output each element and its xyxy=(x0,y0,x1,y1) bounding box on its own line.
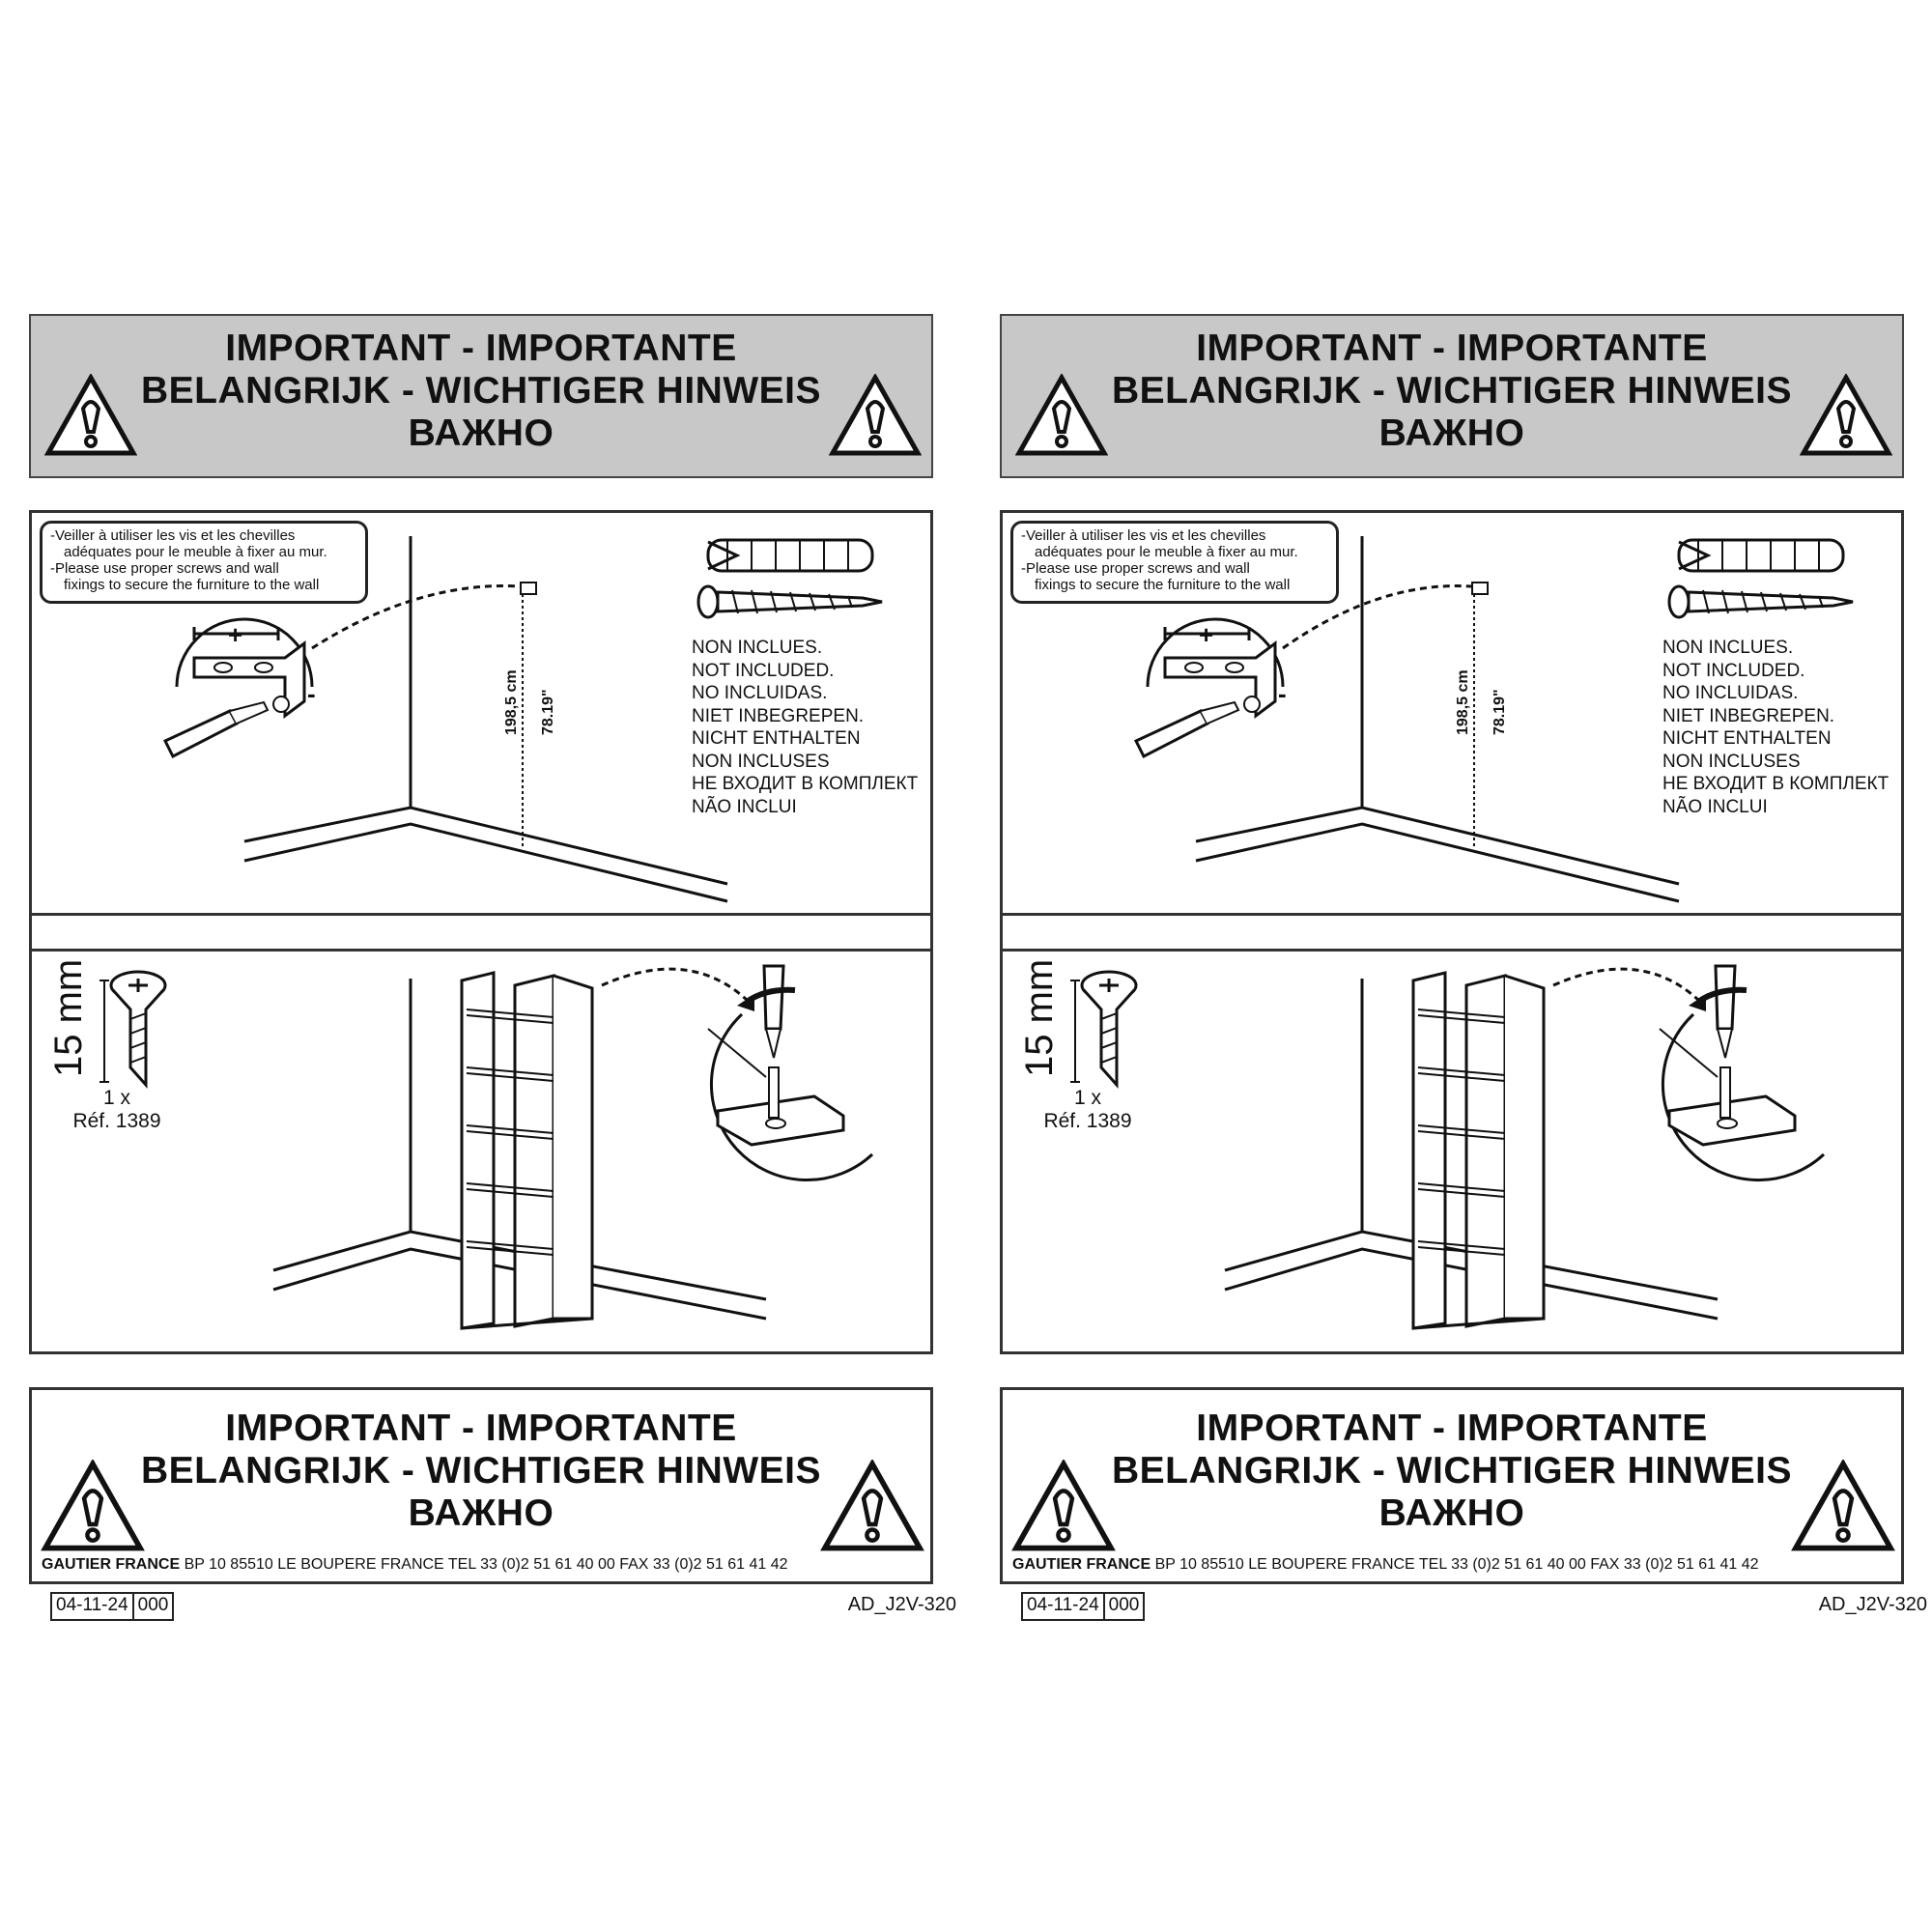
shelf-fixing-panel xyxy=(29,949,933,1354)
footer-title-3: ВАЖНО xyxy=(408,1492,554,1534)
screw-qty: 1 x xyxy=(102,1087,130,1109)
header-title-2: BELANGRIJK - WICHTIGER HINWEIS xyxy=(1112,370,1792,412)
not-included-item: NÃO INCLUI xyxy=(1662,796,1768,817)
note-fr-1: -Veiller à utiliser les vis et les chevilles xyxy=(50,527,296,544)
bracket-minus-label: - xyxy=(307,679,316,708)
screw-ref: Réf. 1389 xyxy=(72,1110,161,1132)
company-address xyxy=(42,1556,788,1574)
wall-plug-icon xyxy=(1679,540,1843,571)
note-fr-1: -Veiller à utiliser les vis et les chevilles xyxy=(1021,527,1266,544)
screw-length: 15 mm xyxy=(1018,958,1061,1077)
not-included-item: NON INCLUSES xyxy=(692,751,830,772)
not-included-item: NOT INCLUDED. xyxy=(1662,660,1805,681)
wall-fixing-panel xyxy=(1000,510,1904,916)
footer-title-3: ВАЖНО xyxy=(1378,1492,1525,1534)
header-title-1: IMPORTANT - IMPORTANTE xyxy=(225,327,737,369)
company-name: GAUTIER FRANCE xyxy=(1012,1556,1151,1573)
note-en-1: -Please use proper screws and wall xyxy=(1021,560,1250,577)
screw-icon xyxy=(698,586,882,617)
footer-title-2: BELANGRIJK - WICHTIGER HINWEIS xyxy=(141,1450,821,1492)
header-title-2: BELANGRIJK - WICHTIGER HINWEIS xyxy=(141,370,821,412)
screw-qty: 1 x xyxy=(1073,1087,1101,1109)
left-page xyxy=(29,0,956,1932)
note-en-2: fixings to secure the furniture to the wall xyxy=(1035,577,1291,593)
important-footer xyxy=(1000,1387,1904,1584)
not-included-item: NON INCLUES. xyxy=(692,638,823,658)
panel-separator xyxy=(29,916,933,949)
wall-fixing-panel xyxy=(29,510,933,916)
footer-title-1: IMPORTANT - IMPORTANTE xyxy=(1196,1407,1708,1449)
note-en-1: -Please use proper screws and wall xyxy=(50,560,279,577)
not-included-item: NICHT ENTHALTEN xyxy=(692,728,861,749)
header-title-3: ВАЖНО xyxy=(408,412,554,454)
panel-separator xyxy=(1000,916,1904,949)
company-name: GAUTIER FRANCE xyxy=(42,1556,181,1573)
warning-triangle-icon xyxy=(819,1460,925,1552)
screw-quantity xyxy=(1030,1087,1146,1133)
header-title-1: IMPORTANT - IMPORTANTE xyxy=(1196,327,1708,369)
not-included-item: НЕ ВХОДИТ В КОМПЛЕКТ xyxy=(1662,774,1889,794)
screw-icon xyxy=(1070,972,1136,1085)
not-included-item: NO INCLUIDAS. xyxy=(1662,683,1799,703)
important-header xyxy=(1000,314,1904,478)
warning-triangle-icon xyxy=(1800,374,1892,457)
important-header xyxy=(29,314,933,478)
revision-date xyxy=(1021,1592,1145,1621)
date-suffix: 000 xyxy=(1103,1594,1144,1619)
header-title-3: ВАЖНО xyxy=(1378,412,1525,454)
screw-quantity xyxy=(59,1087,175,1133)
not-included-item: NOT INCLUDED. xyxy=(692,660,835,681)
screw-icon xyxy=(99,972,165,1085)
not-included-item: НЕ ВХОДИТ В КОМПЛЕКТ xyxy=(692,774,919,794)
note-fr-2: adéquates pour le meuble à fixer au mur. xyxy=(1035,544,1298,560)
document-code: AD_J2V-320 xyxy=(1818,1594,1927,1615)
date-value: 04-11-24 xyxy=(1027,1595,1099,1615)
bracket-minus-label: - xyxy=(1278,679,1287,708)
address-text: BP 10 85510 LE BOUPERE FRANCE TEL 33 (0)2 51 61 40 00 FAX 33 (0)2 51 61 41 42 xyxy=(1154,1556,1759,1573)
date-suffix: 000 xyxy=(132,1594,173,1619)
footer-title-2: BELANGRIJK - WICHTIGER HINWEIS xyxy=(1112,1450,1792,1492)
shelf-fixing-illustration xyxy=(1003,952,1901,1351)
right-page xyxy=(1000,0,1927,1932)
not-included-item: NICHT ENTHALTEN xyxy=(1662,728,1832,749)
screw-ref: Réf. 1389 xyxy=(1043,1110,1132,1132)
height-cm: 198,5 cm xyxy=(503,669,520,735)
bracket-plus-label: + xyxy=(228,620,243,649)
document-code: AD_J2V-320 xyxy=(847,1594,956,1615)
not-included-item: NIET INBEGREPEN. xyxy=(692,705,865,726)
shelf-fixing-illustration xyxy=(32,952,930,1351)
company-address xyxy=(1012,1556,1759,1574)
not-included-item: NON INCLUSES xyxy=(1662,751,1801,772)
shelf-fixing-panel xyxy=(1000,949,1904,1354)
date-value: 04-11-24 xyxy=(56,1595,128,1615)
warning-triangle-icon xyxy=(829,374,922,457)
not-included-item: NON INCLUES. xyxy=(1662,638,1794,658)
bracket-plus-label: + xyxy=(1199,620,1214,649)
footer-title-1: IMPORTANT - IMPORTANTE xyxy=(225,1407,737,1449)
not-included-item: NÃO INCLUI xyxy=(692,796,797,817)
wall-fixing-note xyxy=(1010,521,1339,604)
revision-date xyxy=(50,1592,174,1621)
important-footer xyxy=(29,1387,933,1584)
screw-length: 15 mm xyxy=(47,958,90,1077)
address-text: BP 10 85510 LE BOUPERE FRANCE TEL 33 (0)2 51 61 40 00 FAX 33 (0)2 51 61 41 42 xyxy=(184,1556,788,1573)
screw-icon xyxy=(1669,586,1853,617)
height-inch: 78.19" xyxy=(540,689,556,735)
note-fr-2: adéquates pour le meuble à fixer au mur. xyxy=(64,544,327,560)
height-inch: 78.19" xyxy=(1492,689,1508,735)
not-included-item: NO INCLUIDAS. xyxy=(692,683,828,703)
wall-plug-icon xyxy=(708,540,872,571)
warning-triangle-icon xyxy=(1790,1460,1896,1552)
height-cm: 198,5 cm xyxy=(1455,669,1471,735)
wall-fixing-note xyxy=(40,521,368,604)
not-included-item: NIET INBEGREPEN. xyxy=(1662,705,1835,726)
not-included-list xyxy=(692,637,918,818)
not-included-list xyxy=(1662,637,1889,818)
note-en-2: fixings to secure the furniture to the wall xyxy=(64,577,320,593)
